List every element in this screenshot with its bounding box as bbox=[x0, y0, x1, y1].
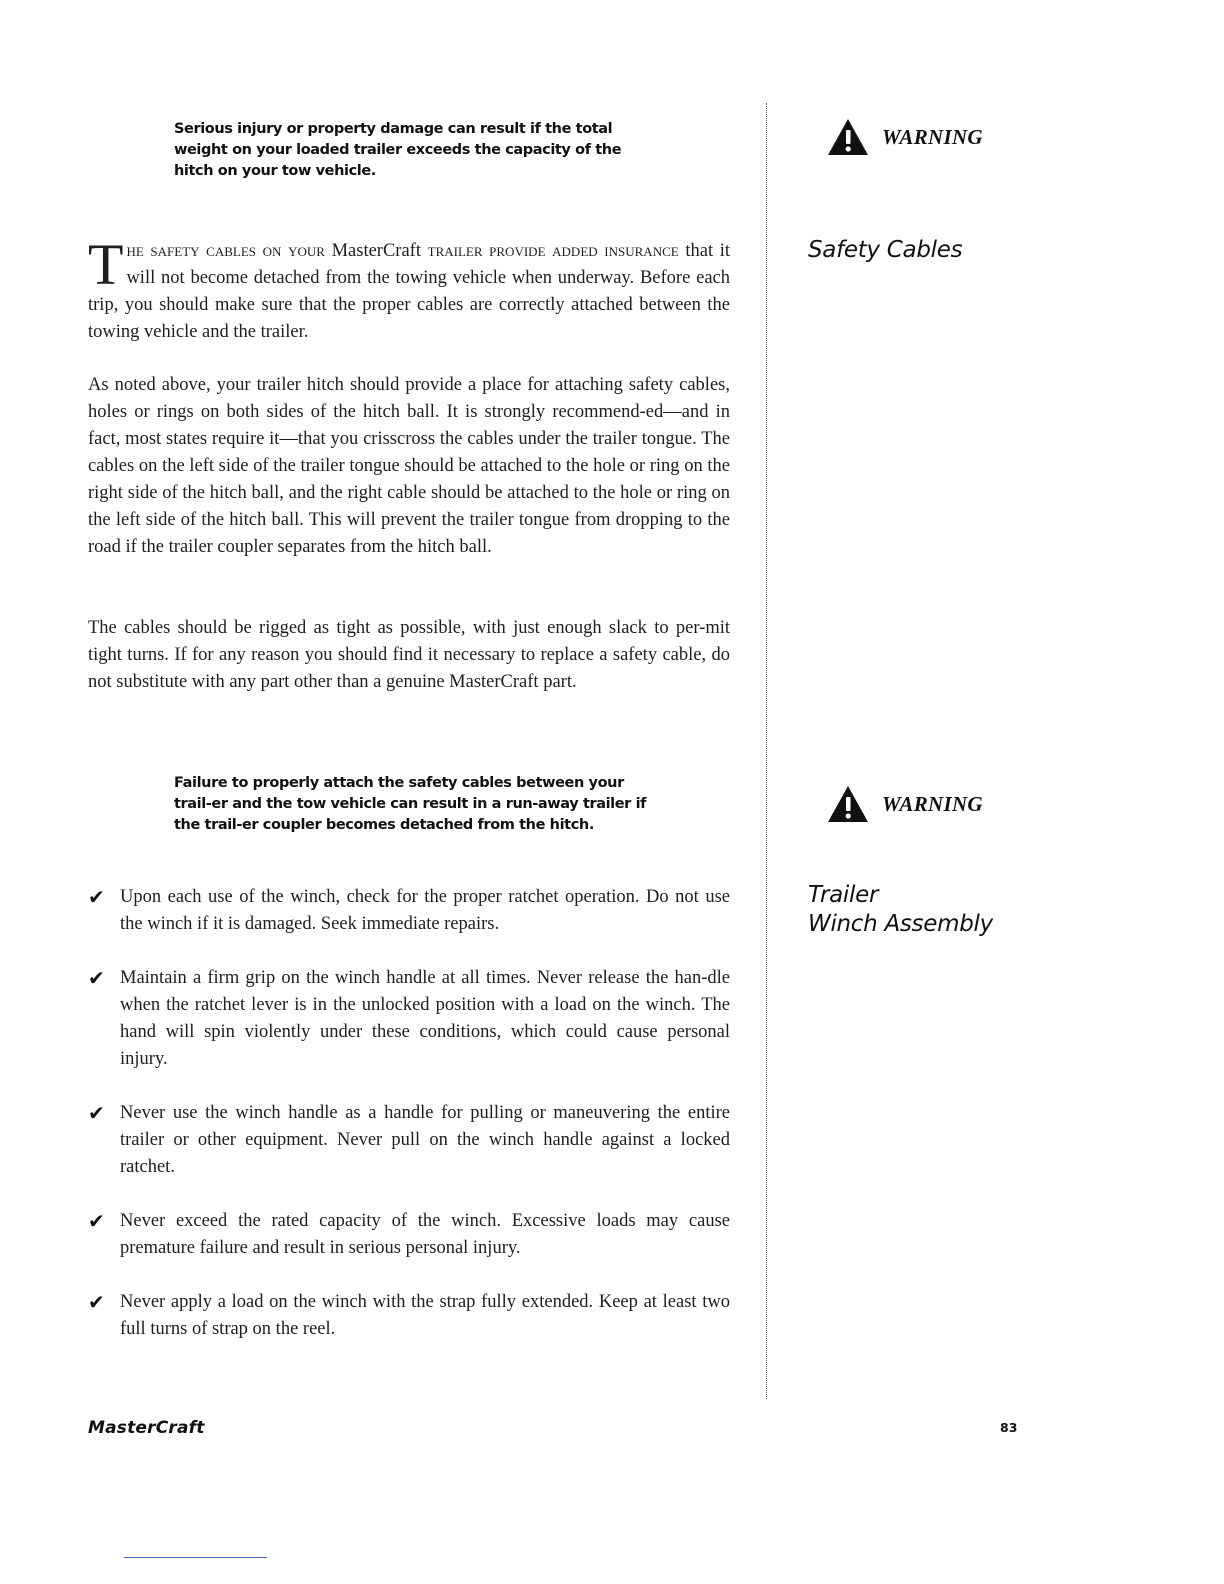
warning-triangle-icon bbox=[826, 784, 870, 824]
crisscross-paragraph: As noted above, your trailer hitch should provide a place for attaching safety cables, holes or rings on both sides of the hitch ball. It is strongly recommend-ed—and in fact, most states require it—that you crisscross the cables under the trailer tongue. The cables on the left side of the trailer tongue should be attached to the hole or ring on the right side of the hitch ball, and the right cable should be attached to the hole or ring on the left side of the hitch ball. This will prevent the trailer tongue from dropping to the road if the trailer coupler separates from the hitch ball. bbox=[88, 375, 730, 557]
section-heading-line: Trailer bbox=[808, 882, 879, 908]
rigging-paragraph: The cables should be rigged as tight as possible, with just enough slack to per-mit tight turns. If for any reason you should find it necessary to replace a safety cable, do not substitute with any part other than a genuine MasterCraft part. bbox=[88, 618, 730, 692]
section-heading-winch-assembly bbox=[808, 881, 993, 939]
list-item-text: Never apply a load on the winch with the strap fully extended. Keep at least two full turns of strap on the reel. bbox=[120, 1292, 730, 1339]
intro-caps-a: he safety cables on your bbox=[126, 241, 325, 261]
warning-triangle-icon bbox=[826, 117, 870, 157]
checkmark-icon: ✔ bbox=[88, 966, 105, 990]
footer-rule bbox=[124, 1557, 267, 1558]
warning-text-hitch-capacity: Serious injury or property damage can result if the total weight on your loaded trailer exceeds the capacity of the hitch on your tow vehicle. bbox=[174, 121, 622, 179]
column-divider bbox=[766, 103, 767, 1399]
list-item-text: Maintain a firm grip on the winch handle at all times. Never release the han-dle when the ratchet lever is in the unlocked position with a load on the winch. The hand will spin violently under these conditions, which could cause personal injury. bbox=[120, 968, 730, 1069]
checkmark-icon: ✔ bbox=[88, 1101, 105, 1125]
checkmark-icon: ✔ bbox=[88, 1290, 105, 1314]
page-number: 83 bbox=[1000, 1420, 1018, 1435]
warning-label: WARNING bbox=[882, 124, 983, 149]
warning-label: WARNING bbox=[882, 791, 983, 816]
list-item-text: Never exceed the rated capacity of the winch. Excessive loads may cause premature failure and result in serious personal injury. bbox=[120, 1211, 730, 1258]
section-heading-safety-cables: Safety Cables bbox=[808, 237, 963, 263]
safety-cables-intro bbox=[88, 232, 731, 346]
footer-brand: MasterCraft bbox=[88, 1418, 205, 1438]
section-heading-line: Winch Assembly bbox=[808, 911, 993, 937]
list-item-text: Upon each use of the winch, check for the proper ratchet operation. Do not use the winch if it is damaged. Seek immediate repairs. bbox=[120, 887, 730, 934]
intro-rest: that it will not become detached from the towing vehicle when underway. Before each trip, you should make sure that the proper cables are correctly attached between the towing vehicle and the trailer. bbox=[88, 241, 731, 342]
list-item-text: Never use the winch handle as a handle for pulling or maneuvering the entire trailer or other equipment. Never pull on the winch handle against a locked ratchet. bbox=[120, 1103, 730, 1177]
warning-heading bbox=[826, 117, 983, 157]
intro-caps-b: trailer provide added insurance bbox=[427, 241, 679, 261]
drop-cap: T bbox=[88, 232, 124, 297]
checkmark-icon: ✔ bbox=[88, 885, 105, 909]
intro-brand: MasterCraft bbox=[331, 241, 421, 261]
checkmark-icon: ✔ bbox=[88, 1209, 105, 1233]
warning-heading bbox=[826, 784, 983, 824]
warning-text-cable-attachment: Failure to properly attach the safety cables between your trail-er and the tow vehicle can result in a run-away trailer if the trail-er coupler becomes detached from the hitch. bbox=[174, 775, 647, 833]
